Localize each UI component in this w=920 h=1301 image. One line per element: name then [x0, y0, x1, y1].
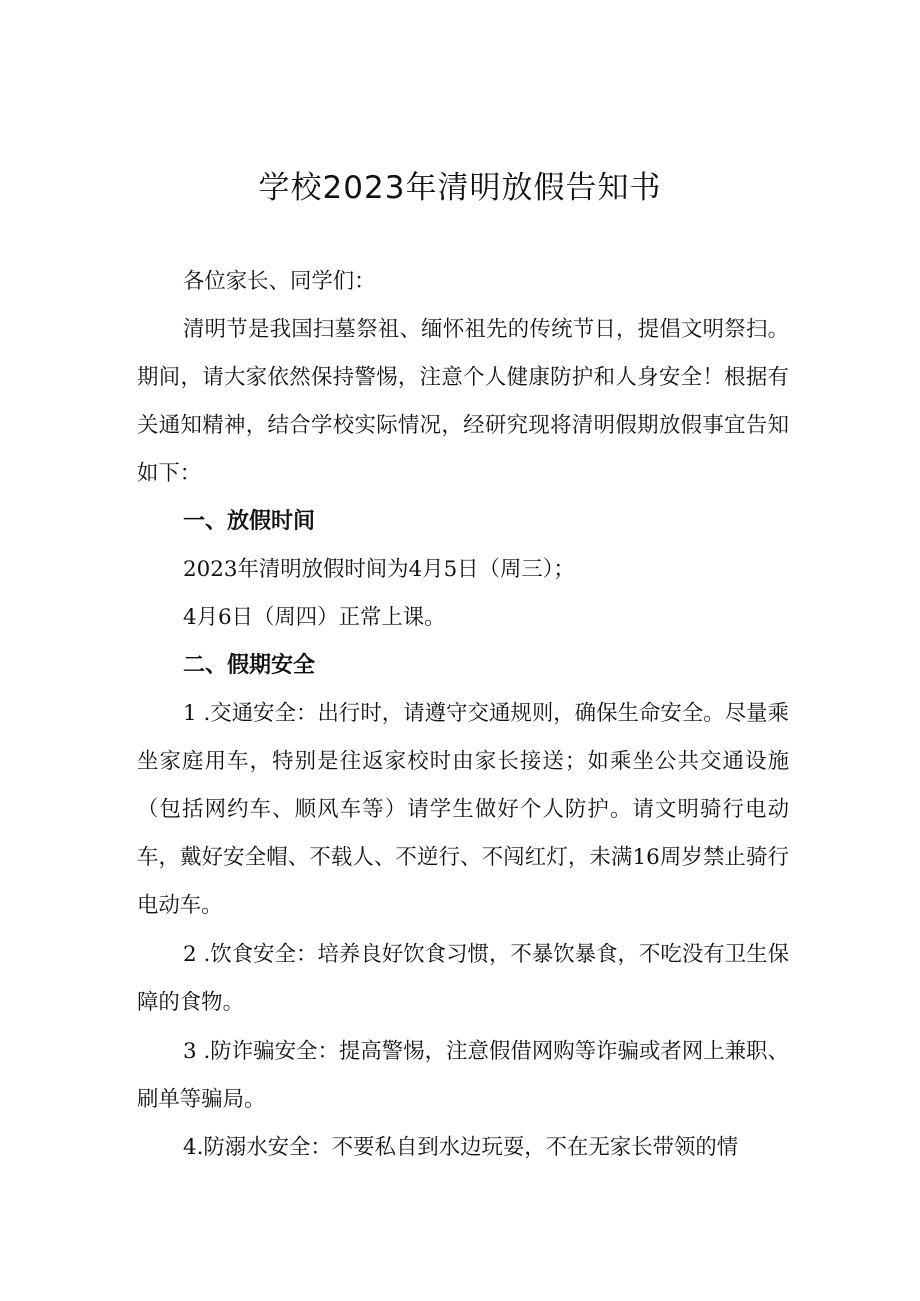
intro-paragraph: 清明节是我国扫墓祭祖、缅怀祖先的传统节日，提倡文明祭扫。期间，请大家依然保持警惕，注意个人健康防护和人身安全！根据有关通知精神，结合学校实际情况，经研究现将清明假期放假事宜告知如下：	[137, 317, 789, 486]
safety-item-food: 2 .饮食安全：培养良好饮食习惯，不暴饮暴食，不吃没有卫生保障的食物。	[137, 942, 789, 1015]
document-title: 学校2023年清明放假告知书	[258, 170, 662, 206]
safety-item-drowning: 4.防溺水安全：不要私自到水边玩耍，不在无家长带领的情	[183, 1135, 739, 1160]
safety-item-traffic: 1 .交通安全：出行时，请遵守交通规则，确保生命安全。尽量乘坐家庭用车，特别是往返家校时由家长接送；如乘坐公共交通设施（包括网约车、顺风车等）请学生做好个人防护。请文明骑行电动车，戴好安全帽、不载人、不逆行、不闯红灯，未满16周岁禁止骑行电动车。	[137, 701, 789, 918]
safety-item-fraud: 3 .防诈骗安全：提高警惕，注意假借网购等诈骗或者网上兼职、刷单等骗局。	[137, 1039, 789, 1112]
resume-class-line: 4月6日（周四）正常上课。	[183, 605, 446, 630]
section-heading-holiday-safety: 二、假期安全	[183, 653, 316, 678]
section-heading-holiday-time: 一、放假时间	[183, 509, 316, 534]
holiday-time-line: 2023年清明放假时间为4月5日（周三）；	[183, 557, 575, 582]
salutation: 各位家长、同学们：	[183, 269, 376, 294]
